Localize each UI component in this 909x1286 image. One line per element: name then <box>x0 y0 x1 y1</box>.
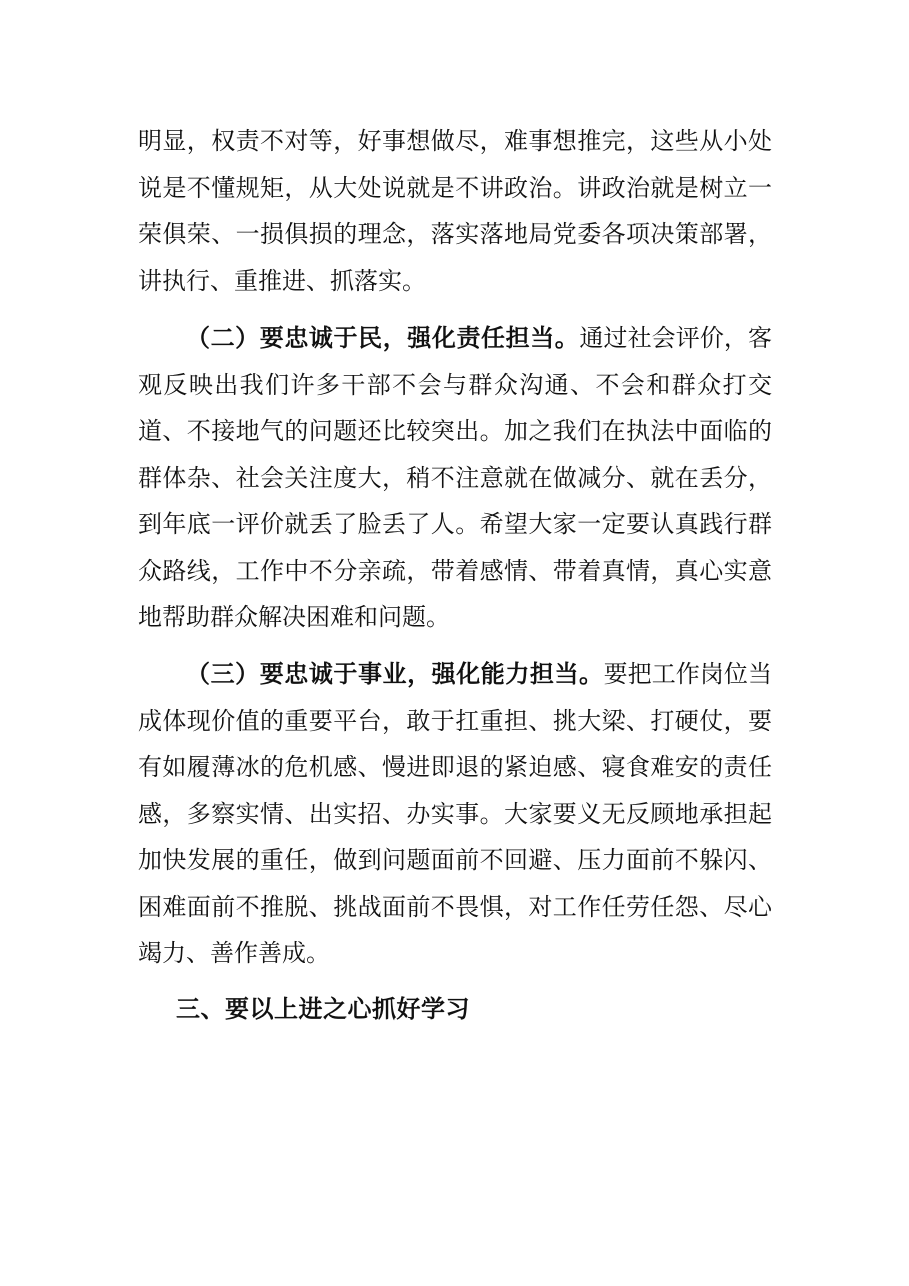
paragraph-3 <box>138 651 772 977</box>
paragraph-1-body: 明显，权责不对等，好事想做尽，难事想推完，这些从小处说是不懂规矩，从大处说就是不讲政治。讲政治就是树立一荣俱荣、一损俱损的理念，落实落地局党委各项决策部署，讲执行、重推进、抓落实。 <box>138 127 772 295</box>
paragraph-2-lead: （二）要忠诚于民，强化责任担当。 <box>186 324 580 352</box>
section-heading: 三、要以上进之心抓好学习 <box>176 995 470 1023</box>
paragraph-2-body: 通过社会评价，客观反映出我们许多干部不会与群众沟通、不会和群众打交道、不接地气的问题还比较突出。加之我们在执法中面临的群体杂、社会关注度大，稍不注意就在做减分、就在丢分，到年底一评价就丢了脸丢了人。希望大家一定要认真践行群众路线，工作中不分亲疏，带着感情、带着真情，真心实意地帮助群众解决困难和问题。 <box>138 324 772 631</box>
paragraph-loyal-to-people <box>138 315 772 641</box>
paragraph-2 <box>138 315 772 641</box>
paragraph-continuation <box>138 118 772 304</box>
paragraph-3-lead: （三）要忠诚于事业，强化能力担当。 <box>186 660 604 688</box>
paragraph-loyal-to-cause <box>138 651 772 977</box>
paragraph-3-body: 要把工作岗位当成体现价值的重要平台，敢于扛重担、挑大梁、打硬仗，要有如履薄冰的危机感、慢进即退的紧迫感、寝食难安的责任感，多察实情、出实招、办实事。大家要义无反顾地承担起加快发展的重任，做到问题面前不回避、压力面前不躲闪、困难面前不推脱、挑战面前不畏惧，对工作任劳任怨、尽心竭力、善作善成。 <box>138 660 773 967</box>
